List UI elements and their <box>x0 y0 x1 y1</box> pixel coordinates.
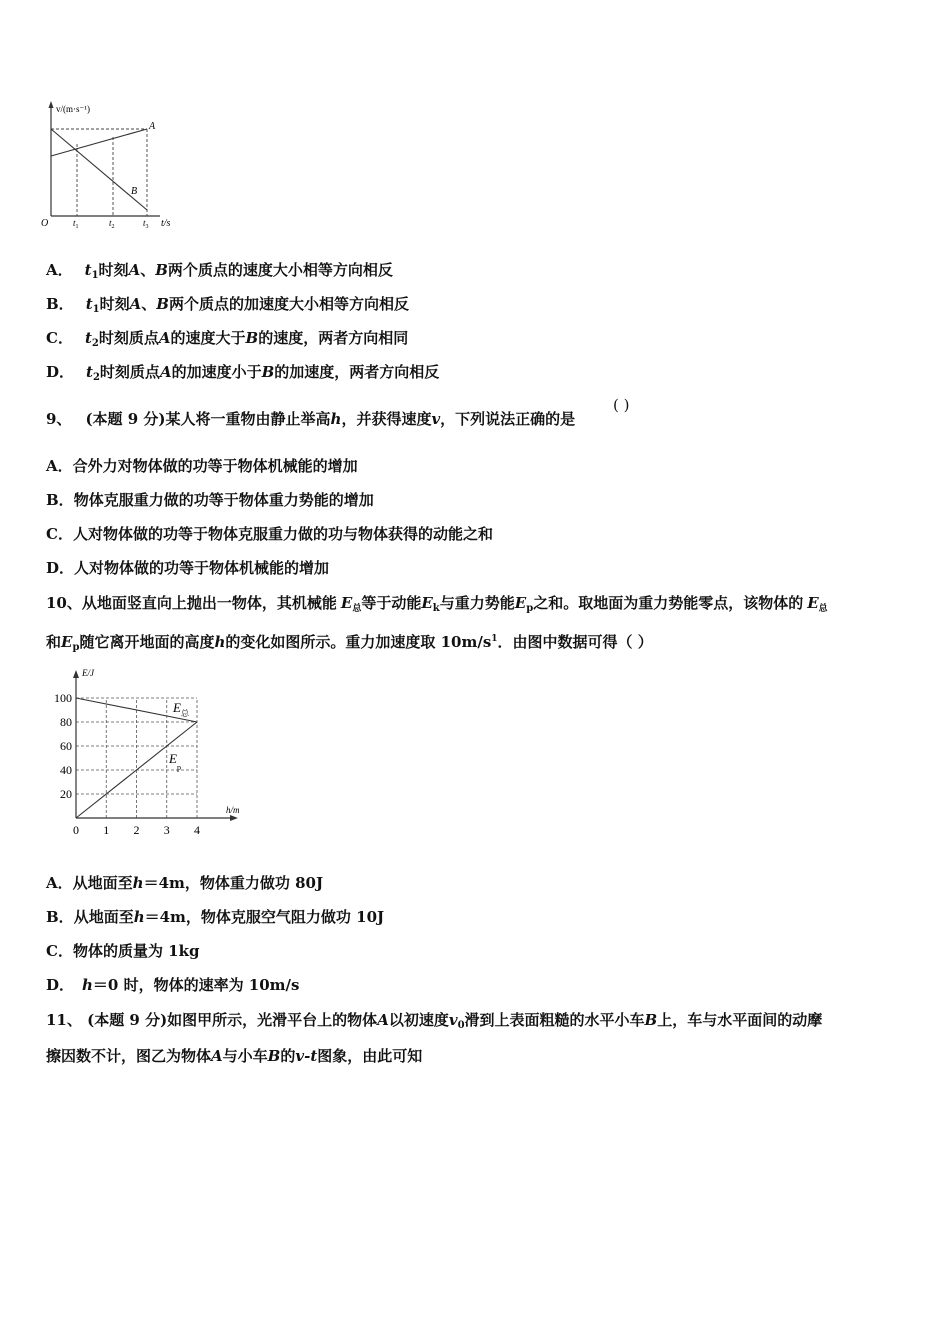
q8-option-c: C． $t_2$时刻质点A的速度大于B的速度，两者方向相同 <box>46 329 409 349</box>
q9-option-c: C．人对物体做的功等于物体克服重力做的功与物体获得的动能之和 <box>46 525 493 543</box>
y-tick-80: 80 <box>60 715 72 729</box>
y-tick-60: 60 <box>60 739 72 753</box>
q8-option-d: D． $t_2$时刻质点A的加速度小于B的加速度，两者方向相反 <box>46 363 440 383</box>
x-tick-3: 3 <box>163 823 170 837</box>
x-tick-4: 4 <box>194 823 200 837</box>
x-tick-1: 1 <box>103 823 110 837</box>
y-tick-20: 20 <box>60 787 72 801</box>
energy-height-chart <box>40 668 255 843</box>
x-tick-2: 2 <box>133 823 140 837</box>
chart-y-label: E/J <box>82 668 94 678</box>
q10-option-b: B．从地面至h＝4m，物体克服空气阻力做功 10J <box>46 908 385 926</box>
fig1-origin: O <box>41 218 49 229</box>
label-E-zong: $E_总$ <box>173 700 189 718</box>
chart-grid <box>76 698 197 818</box>
y-tick-100: 100 <box>54 691 72 705</box>
q10-option-a: A．从地面至h＝4m，物体重力做功 80J <box>46 874 324 892</box>
q9-option-a: A．合外力对物体做的功等于物体机械能的增加 <box>46 457 358 475</box>
fig1-label-B: B <box>131 186 138 197</box>
q11-stem-line1: 11、 (本题 9 分)如图甲所示，光滑平台上的物体A以初速度$v_0$滑到上表面粗糙的水平小车B上，车与水平面间的动摩 <box>46 1011 823 1031</box>
fig1-x-label: t/s <box>161 218 171 229</box>
q8-option-a: A． $t_1$时刻A、B两个质点的速度大小相等方向相反 <box>46 261 393 281</box>
fig1-tick-t2: $t_2$ <box>109 218 115 230</box>
q10-stem-line1: 10、从地面竖直向上抛出一物体，其机械能 $E_总$等于动能$E_k$与重力势能$E_p$之和。取地面为重力势能零点，该物体的 $E_总$ <box>46 594 828 614</box>
fig1-y-label: v/(m·s⁻¹) <box>56 104 90 114</box>
q9-option-d: D．人对物体做的功等于物体机械能的增加 <box>46 559 330 577</box>
q9-answer-paren: ( ) <box>613 396 630 414</box>
chart-y-axis-arrow <box>73 670 79 678</box>
q11-stem-line2: 擦因数不计，图乙为物体A与小车B的v-t图象，由此可知 <box>46 1047 423 1065</box>
chart-x-axis-arrow <box>230 815 238 821</box>
line-A <box>51 129 147 156</box>
q10-stem-line2: 和$E_p$随它离开地面的高度h的变化如图所示。重力加速度取 $10m/s^1$．由图中数据可得（ ） <box>46 633 653 653</box>
x-tick-0: 0 <box>73 823 79 837</box>
q9-option-b: B．物体克服重力做的功等于物体重力势能的增加 <box>46 491 374 509</box>
fig1-tick-t3: $t_3$ <box>143 218 149 230</box>
line-B <box>51 129 147 210</box>
q10-option-d: D． h＝0 时，物体的速率为 10m/s <box>46 976 300 994</box>
y-tick-40: 40 <box>60 763 72 777</box>
chart-x-label: h/m <box>226 805 240 815</box>
label-E-p: $E_p$ <box>169 751 181 772</box>
fig1-tick-t1: $t_1$ <box>73 218 79 230</box>
q10-option-c: C．物体的质量为 1kg <box>46 942 200 960</box>
q8-option-b: B． $t_1$时刻A、B两个质点的加速度大小相等方向相反 <box>46 295 409 315</box>
vt-graph <box>40 98 190 233</box>
y-axis-arrow <box>49 101 54 108</box>
q9-stem: 9、 (本题 9 分)某人将一重物由静止举高h，并获得速度v，下列说法正确的是 <box>46 410 576 428</box>
fig1-label-A: A <box>149 121 156 132</box>
